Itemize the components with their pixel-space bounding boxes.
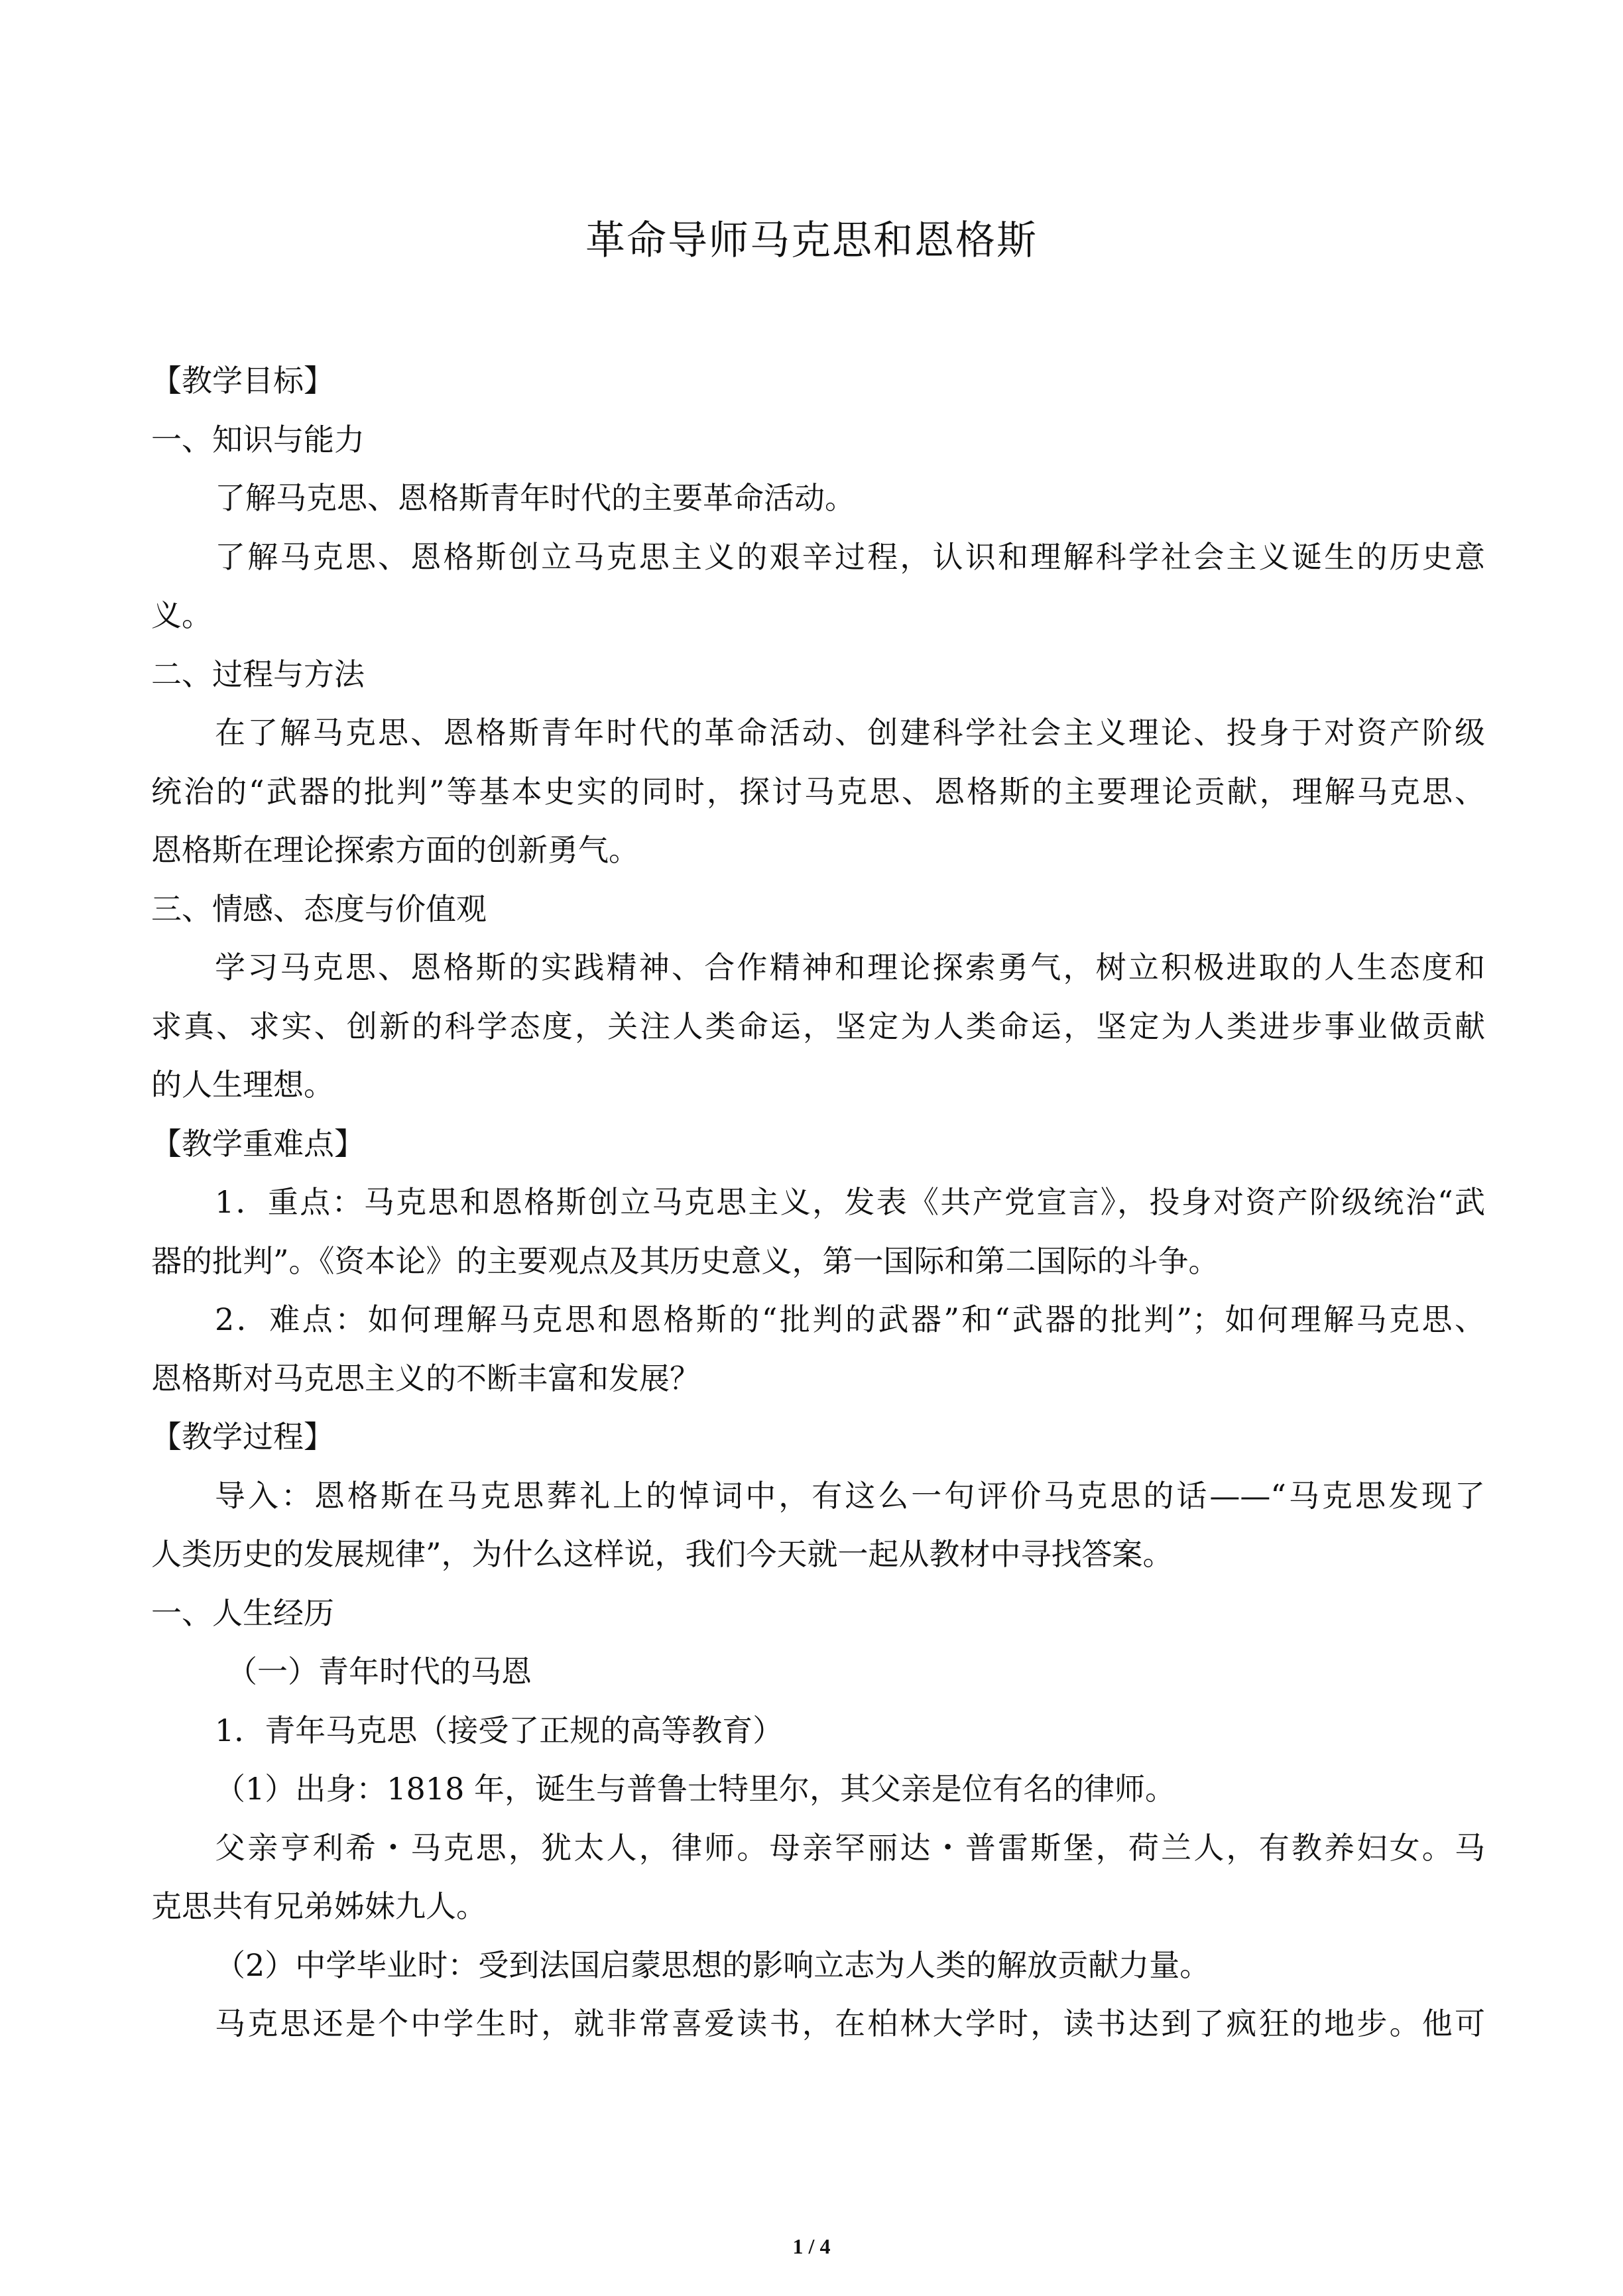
paragraph-line: 在了解马克思、恩格斯青年时代的革命活动、创建科学社会主义理论、投身于对资产阶级: [215, 715, 1485, 751]
paragraph-line: 马克思还是个中学生时，就非常喜爱读书，在柏林大学时，读书达到了疯狂的地步。他可: [215, 2006, 1485, 2041]
section-heading: 【教学过程】: [151, 1419, 334, 1455]
paragraph-line: 1．青年马克思（接受了正规的高等教育）: [215, 1712, 784, 1748]
subsection-heading: 二、过程与方法: [151, 656, 365, 692]
paragraph-line: 人类历史的发展规律”，为什么这样说，我们今天就一起从教材中寻找答案。: [151, 1536, 1173, 1572]
document-title: 革命导师马克思和恩格斯: [585, 217, 1038, 264]
paragraph-line: 恩格斯在理论探索方面的创新勇气。: [151, 832, 639, 868]
document-body: [151, 351, 1485, 2053]
section-heading: 【教学重难点】: [151, 1125, 365, 1162]
paragraph-line: 器的批判”。《资本论》的主要观点及其历史意义，第一国际和第二国际的斗争。: [151, 1242, 1219, 1279]
paragraph-line: 导入：恩格斯在马克思葬礼上的悼词中，有这么一句评价马克思的话——“马克思发现了: [215, 1477, 1485, 1514]
paragraph-line: （1）出身：1818 年，诞生与普鲁士特里尔，其父亲是位有名的律师。: [215, 1771, 1175, 1807]
paragraph-line: 克思共有兄弟姊妹九人。: [151, 1888, 487, 1924]
paragraph-line: 的人生理想。: [151, 1067, 334, 1103]
paragraph-line: 求真、求实、创新的科学态度，关注人类命运，坚定为人类命运，坚定为人类进步事业做贡献: [151, 1008, 1485, 1044]
paragraph-line: 恩格斯对马克思主义的不断丰富和发展？: [151, 1360, 700, 1396]
paragraph-line: 学习马克思、恩格斯的实践精神、合作精神和理论探索勇气，树立积极进取的人生态度和: [215, 949, 1485, 985]
paragraph-line: 父亲亨利希・马克思，犹太人，律师。母亲罕丽达・普雷斯堡，荷兰人，有教养妇女。马: [215, 1829, 1485, 1866]
paragraph-line: 了解马克思、恩格斯创立马克思主义的艰辛过程，认识和理解科学社会主义诞生的历史意: [215, 538, 1485, 575]
paragraph-line: 2．难点：如何理解马克思和恩格斯的“批判的武器”和“武器的批判”；如何理解马克思、: [215, 1301, 1485, 1337]
paragraph-line: 1．重点：马克思和恩格斯创立马克思主义，发表《共产党宣言》，投身对资产阶级统治“武: [215, 1184, 1485, 1220]
paragraph-line: 义。: [151, 597, 212, 633]
subsection-heading: 三、情感、态度与价值观: [151, 890, 487, 927]
paragraph-line: （2）中学毕业时：受到法国启蒙思想的影响立志为人类的解放贡献力量。: [215, 1947, 1211, 1983]
paragraph-line: （一）青年时代的马恩: [227, 1654, 532, 1689]
page-number: 1 / 4: [792, 2234, 831, 2258]
section-heading: 【教学目标】: [151, 363, 334, 398]
paragraph-line: 了解马克思、恩格斯青年时代的主要革命活动。: [215, 480, 855, 516]
paragraph-line: 统治的“武器的批判”等基本史实的同时，探讨马克思、恩格斯的主要理论贡献，理解马克思、: [151, 773, 1485, 810]
subsection-heading: 一、知识与能力: [151, 421, 365, 457]
subsection-heading: 一、人生经历: [151, 1595, 334, 1631]
